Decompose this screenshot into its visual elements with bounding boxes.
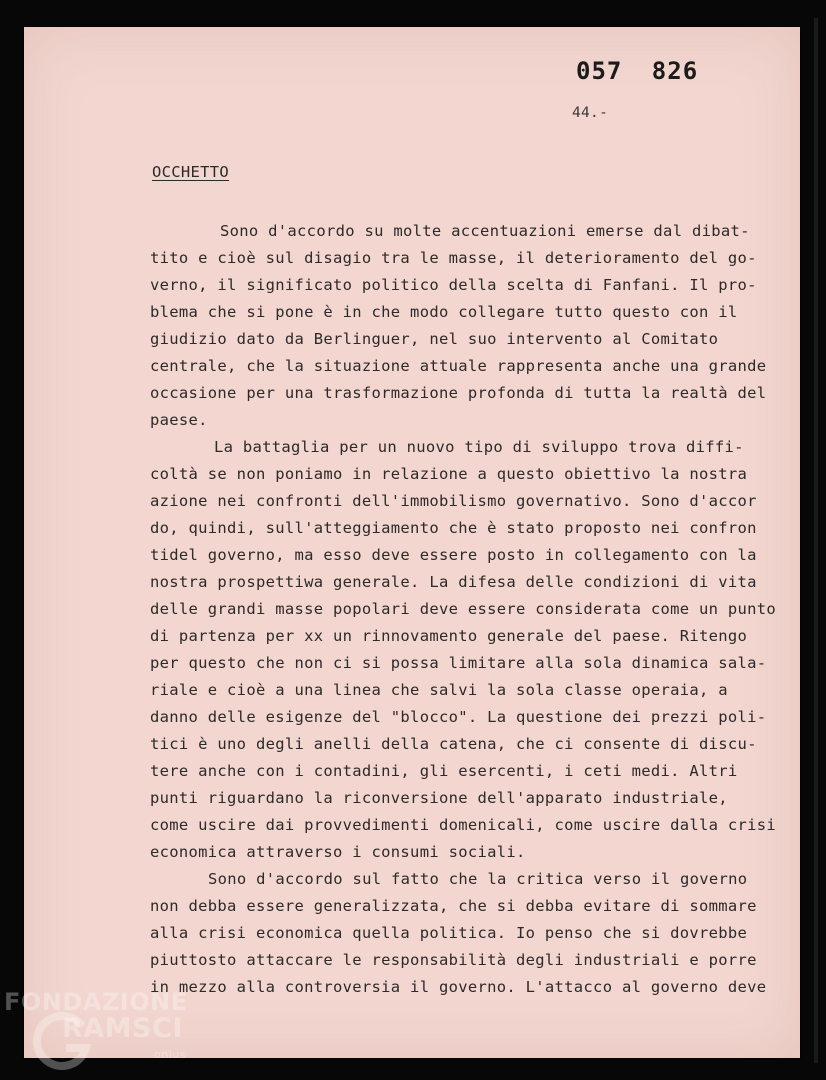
archive-stamp-number: 057 826 <box>576 57 699 85</box>
text-line: centrale, che la situazione attuale rappresenta anche una grande <box>150 357 767 375</box>
page-number: 44.- <box>572 105 609 121</box>
watermark-line-2: RAMSCI <box>62 1013 183 1044</box>
page-edge-shadow <box>814 18 818 1063</box>
text-line: blema che si pone è in che modo collegare tutto questo con il <box>150 303 738 321</box>
text-line: paese. <box>150 411 208 429</box>
text-line: tidel governo, ma esso deve essere posto in collegamento con la <box>150 546 757 564</box>
text-line: non debba essere generalizzata, che si debba evitare di sommare <box>150 897 757 915</box>
text-line: azione nei confronti dell'immobilismo governativo. Sono d'accor <box>150 492 757 510</box>
text-line: verno, il significato politico della scelta di Fanfani. Il pro- <box>150 276 757 294</box>
text-line: tere anche con i contadini, gli esercenti, i ceti medi. Altri <box>150 762 738 780</box>
text-line: tici è uno degli anelli della catena, che ci consente di discu- <box>150 735 757 753</box>
speaker-title: OCCHETTO <box>152 163 230 181</box>
text-line: do, quindi, sull'atteggiamento che è stato proposto nei confron <box>150 519 757 537</box>
text-line: coltà se non poniamo in relazione a questo obiettivo la nostra <box>150 465 748 483</box>
text-line: giudizio dato da Berlinguer, nel suo intervento al Comitato <box>150 330 719 348</box>
text-line: danno delle esigenze del "blocco". La questione dei prezzi poli- <box>150 708 767 726</box>
text-line: come uscire dai provvedimenti domenicali, come uscire dalla crisi <box>150 816 777 834</box>
text-line: occasione per una trasformazione profonda di tutta la realtà del <box>150 384 767 402</box>
text-line: economica attraverso i consumi sociali. <box>150 843 526 861</box>
watermark-line-1: FONDAZIONE <box>4 988 188 1016</box>
text-line: riale e cioè a una linea che salvi la sola classe operaia, a <box>150 681 728 699</box>
text-line: punti riguardano la riconversione dell'apparato industriale, <box>150 789 728 807</box>
text-line: di partenza per xx un rinnovamento generale del paese. Ritengo <box>150 627 748 645</box>
text-line: Sono d'accordo su molte accentuazioni emerse dal dibat- <box>220 222 750 240</box>
text-line: per questo che non ci si possa limitare alla sola dinamica sala- <box>150 654 767 672</box>
text-line: La battaglia per un nuovo tipo di sviluppo trova diffi- <box>214 438 744 456</box>
text-line: delle grandi masse popolari deve essere considerata come un punto <box>150 600 777 618</box>
text-line: Sono d'accordo sul fatto che la critica verso il governo <box>208 870 748 888</box>
text-line: in mezzo alla controversia il governo. L'attacco al governo deve <box>150 978 767 996</box>
text-line: piuttosto attaccare le responsabilità degli industriali e porre <box>150 951 757 969</box>
text-line: tito e cioè sul disagio tra le masse, il deterioramento del go- <box>150 249 757 267</box>
fondazione-gramsci-watermark <box>4 986 214 1080</box>
text-line: alla crisi economica quella politica. Io penso che si dovrebbe <box>150 924 748 942</box>
watermark-subtitle: onlus <box>154 1048 186 1061</box>
text-line: nostra prospettiwa generale. La difesa delle condizioni di vita <box>150 573 757 591</box>
typewritten-page <box>24 27 800 1058</box>
